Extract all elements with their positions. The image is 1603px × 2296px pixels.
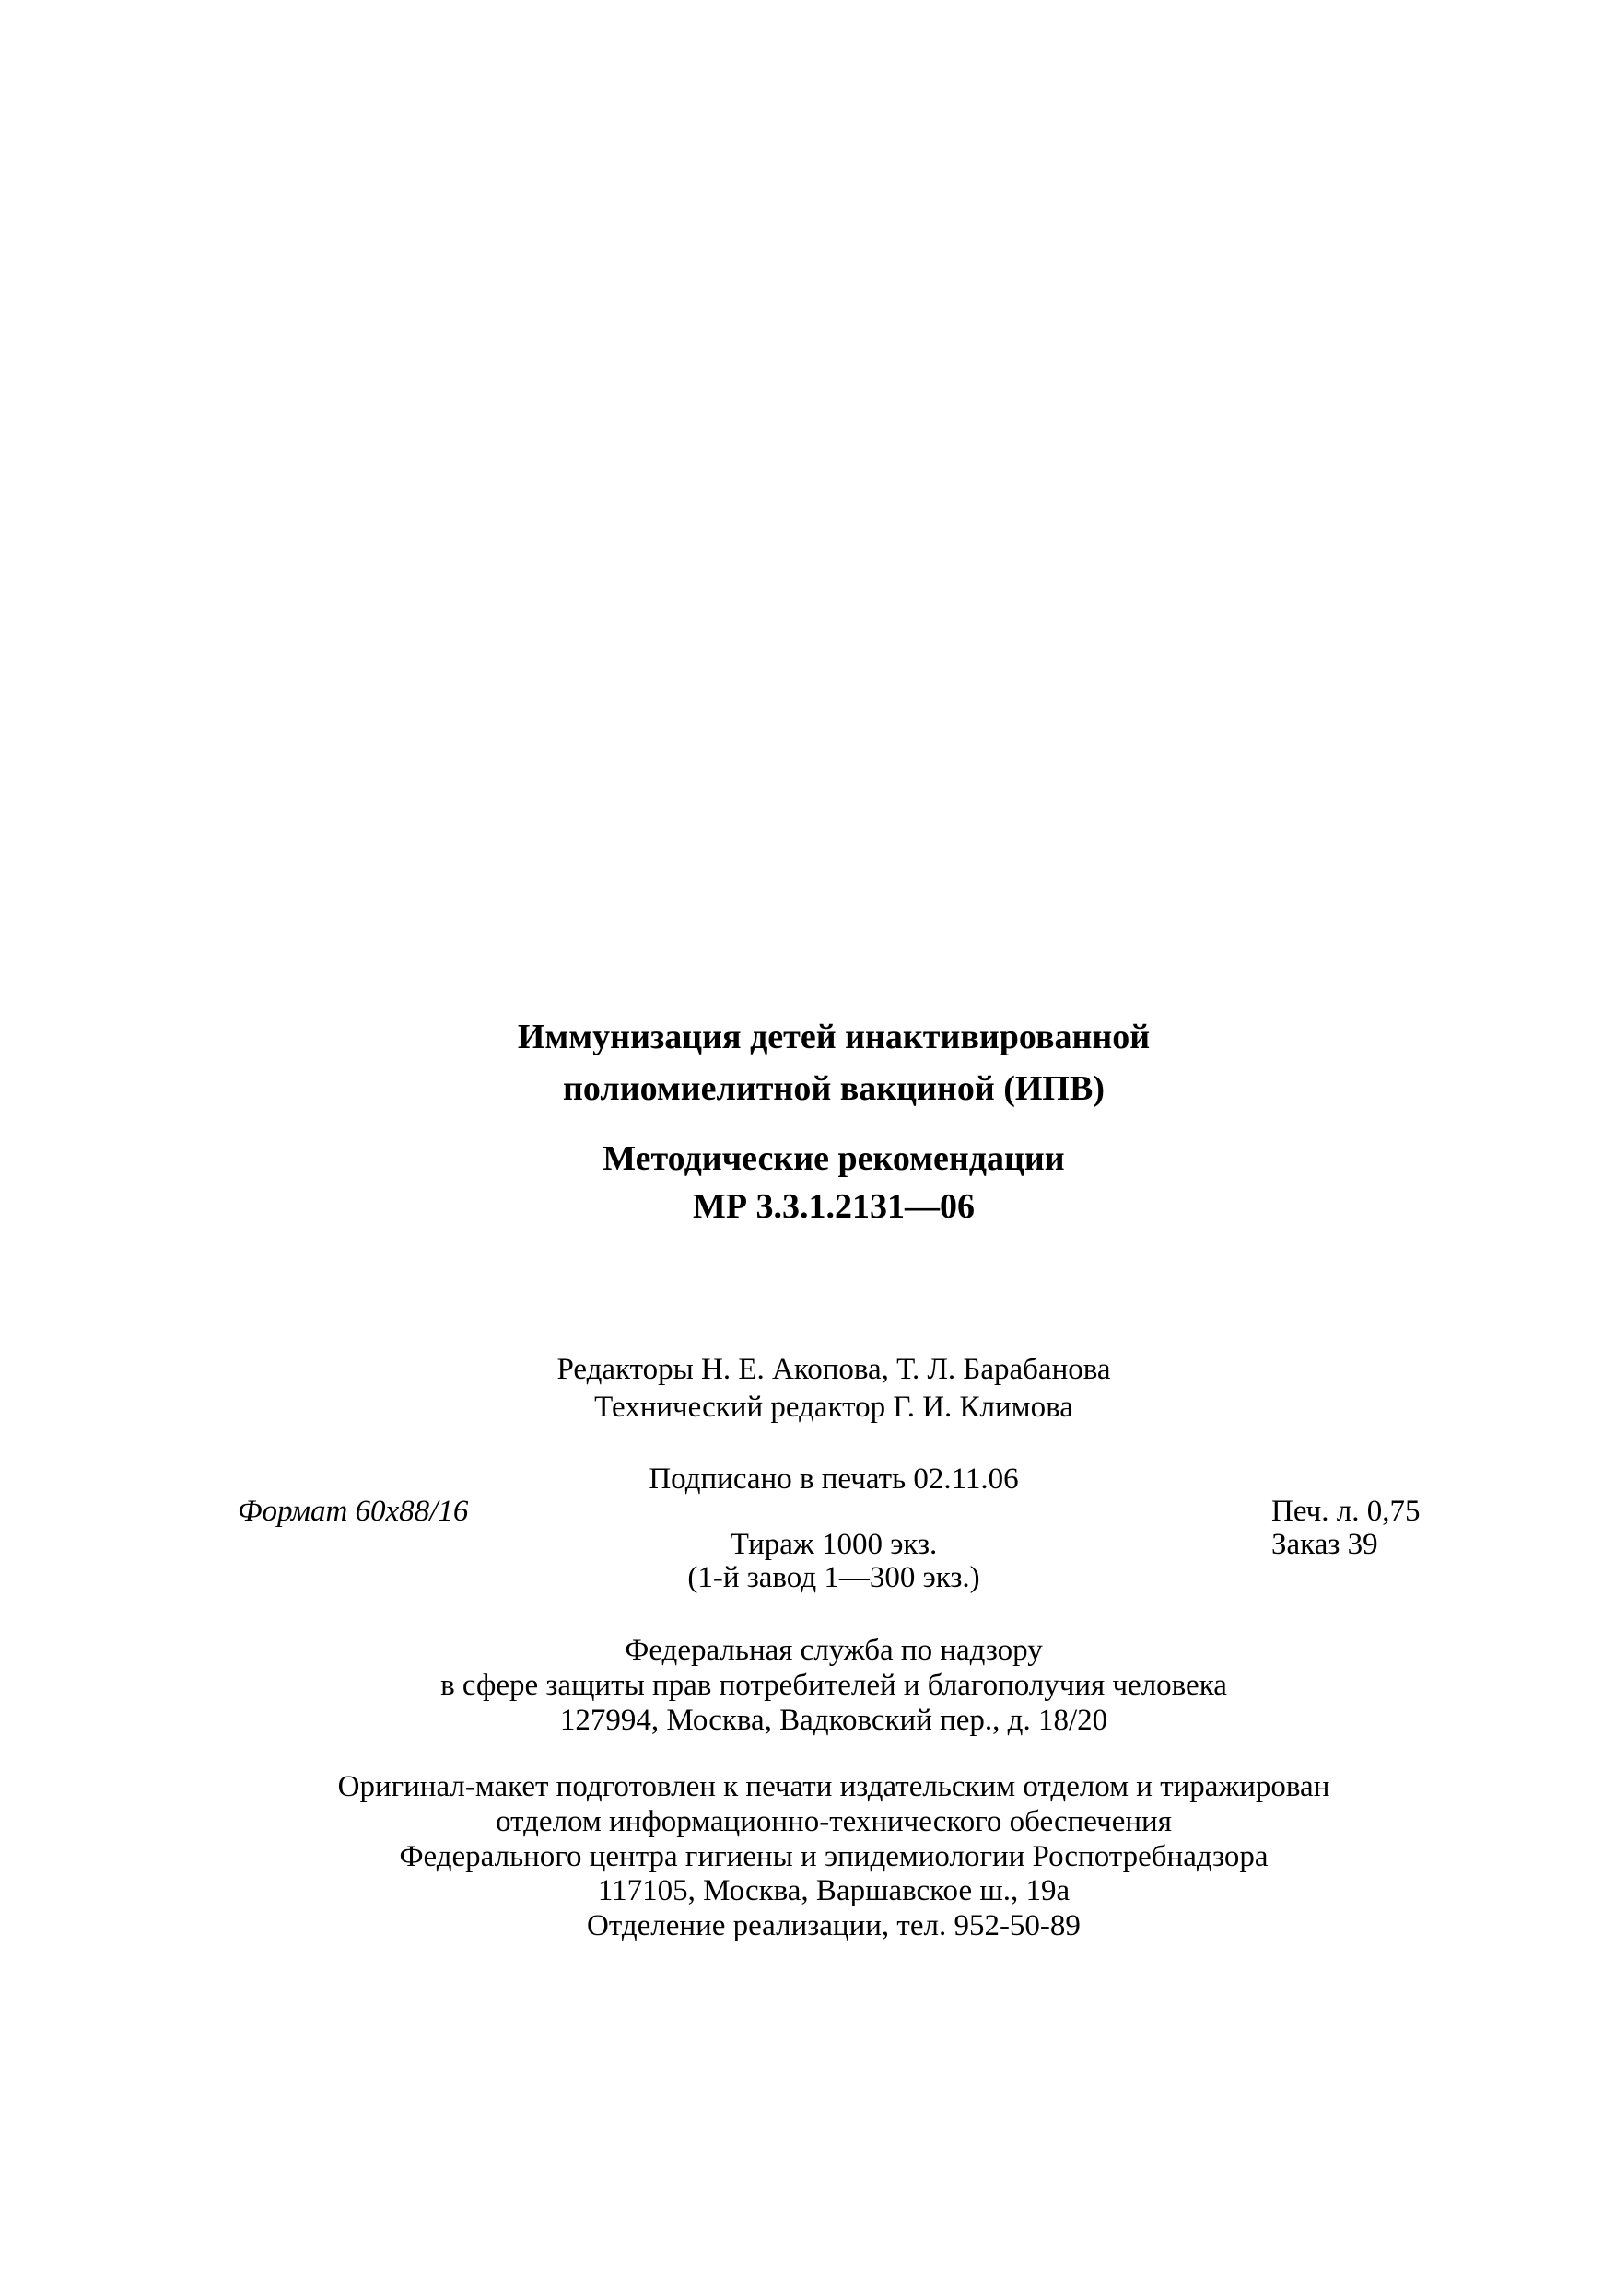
print-run: Тираж 1000 экз. — [730, 1528, 938, 1561]
sales-contact: Отделение реализации, тел. 952-50-89 — [587, 1909, 1081, 1942]
publisher-address: 127994, Москва, Вадковский пер., д. 18/20 — [559, 1704, 1108, 1737]
document-code: МР 3.3.1.2131—06 — [692, 1187, 976, 1226]
document-type: Методические рекомендации — [603, 1139, 1065, 1178]
publisher-line: Федеральная служба по надзору — [625, 1634, 1043, 1667]
order-number: Заказ 39 — [1271, 1528, 1378, 1561]
printer-address: 117105, Москва, Варшавское ш., 19а — [597, 1874, 1071, 1907]
print-run-detail: (1-й завод 1—300 экз.) — [687, 1561, 980, 1594]
technical-editor: Технический редактор Г. И. Климова — [594, 1391, 1073, 1424]
editors: Редакторы Н. Е. Акопова, Т. Л. Барабанова — [556, 1353, 1111, 1386]
signed-date: Подписано в печать 02.11.06 — [649, 1463, 1019, 1496]
printer-line: Федерального центра гигиены и эпидемиологии Роспотребнадзора — [399, 1840, 1269, 1873]
publisher-line: в сфере защиты прав потребителей и благополучия человека — [440, 1669, 1227, 1702]
title-line-2: полиомиелитной вакциной (ИПВ) — [563, 1069, 1105, 1108]
printer-line: отделом информационно-технического обеспечения — [496, 1805, 1172, 1838]
format: Формат 60x88/16 — [238, 1495, 469, 1528]
printed-sheets: Печ. л. 0,75 — [1271, 1495, 1421, 1528]
title-line-1: Иммунизация детей инактивированной — [517, 1018, 1151, 1056]
printer-line: Оригинал-макет подготовлен к печати издательским отделом и тиражирован — [337, 1770, 1330, 1803]
